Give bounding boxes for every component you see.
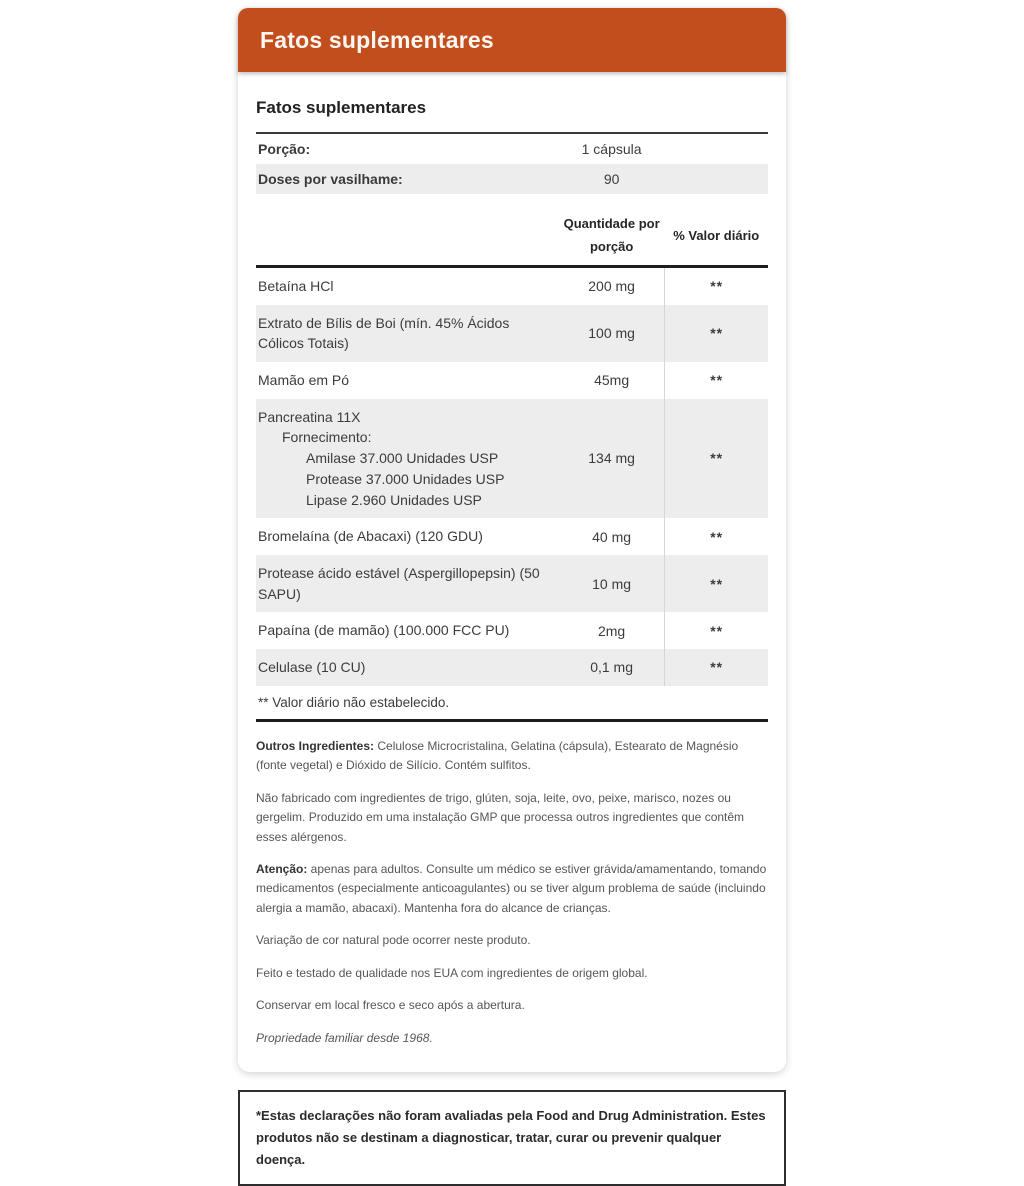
ingredient-daily-value: **: [664, 518, 768, 555]
family-owned-note: Propriedade familiar desde 1968.: [256, 1030, 433, 1045]
fda-disclaimer: *Estas declarações não foram avaliadas pela Food and Drug Administration. Estes produtos não se destinam a diagnosticar, tratar, curar ou prevenir qualquer doença.: [238, 1090, 786, 1186]
ingredient-amount: 200 mg: [588, 278, 635, 295]
supplement-facts-card: [238, 8, 786, 1072]
serving-value: 1 cápsula: [581, 141, 642, 157]
ingredient-name: [256, 399, 559, 519]
serving-label: Porção:: [258, 141, 311, 157]
allergen-note: Não fabricado com ingredientes de trigo, glúten, soja, leite, ovo, peixe, marisco, nozes ou gergelim. Produzido em uma instalação GMP que processa outros ingredientes que contêm esses alérgenos.: [256, 790, 745, 844]
ingredient-row: [256, 268, 768, 305]
ingredient-row: [256, 362, 768, 399]
column-header-amount: Quantidade por porção: [563, 216, 660, 255]
ingredient-name: Mamão em Pó: [258, 371, 350, 388]
footnote-rule: [256, 719, 768, 722]
warning-note: Atenção: apenas para adultos. Consulte um médico se estiver grávida/amamentando, tomando medicamentos (especialmente anticoagulantes) ou se tiver algum problema de saúde (incluindo alergia a mamão, abacaxi). Mantenha fora do alcance de crianças.: [256, 862, 767, 915]
ingredient-subline: Lipase 2.960 Unidades USP: [306, 491, 482, 508]
ingredient-name: Papaína (de mamão) (100.000 FCC PU): [258, 622, 510, 639]
ingredient-daily-value: **: [664, 305, 768, 362]
notes-section: [256, 737, 768, 1048]
ingredient-row: [256, 305, 768, 362]
ingredient-amount: 134 mg: [588, 450, 635, 467]
ingredient-name: Extrato de Bílis de Boi (mín. 45% Ácidos Cólicos Totais): [258, 314, 510, 352]
ingredient-row: [256, 649, 768, 686]
serving-label: Doses por vasilhame:: [258, 171, 403, 187]
serving-row-doses: [256, 164, 768, 194]
supplement-facts-section: [238, 8, 786, 1186]
ingredient-name: Protease ácido estável (Aspergillopepsin) (50 SAPU): [258, 564, 540, 602]
ingredient-amount: 40 mg: [592, 528, 632, 545]
ingredient-row-pancreatina: [256, 399, 768, 519]
serving-row-porcao: [256, 134, 768, 164]
ingredient-row: [256, 555, 768, 612]
ingredient-name-line: Pancreatina 11X: [258, 408, 361, 425]
ingredient-row: [256, 612, 768, 649]
ingredient-amount: 2mg: [597, 622, 626, 639]
ingredient-daily-value: **: [664, 649, 768, 686]
ingredient-daily-value: **: [664, 362, 768, 399]
ingredient-name: Celulase (10 CU): [258, 659, 366, 676]
ingredient-subline: Fornecimento:: [282, 429, 372, 446]
color-variation-note: Variação de cor natural pode ocorrer neste produto.: [256, 933, 531, 948]
ingredient-row: [256, 518, 768, 555]
ingredient-name: Bromelaína (de Abacaxi) (120 GDU): [258, 528, 483, 545]
column-header-daily-value: % Valor diário: [673, 227, 760, 243]
ingredient-daily-value: **: [664, 612, 768, 649]
ingredient-name: Betaína HCl: [258, 277, 334, 294]
daily-value-footnote: ** Valor diário não estabelecido.: [258, 694, 450, 710]
other-ingredients-lead: Outros Ingredientes:: [256, 738, 375, 753]
supplement-facts-body: [238, 72, 786, 1072]
ingredient-daily-value: **: [664, 268, 768, 305]
other-ingredients-note: Outros Ingredientes: Celulose Microcristalina, Gelatina (cápsula), Estearato de Magnésio (fonte vegetal) e Dióxido de Silício. Contém sulfitos.: [256, 738, 739, 773]
banner-title: Fatos suplementares: [260, 26, 494, 53]
ingredient-amount: 0,1 mg: [590, 659, 633, 676]
serving-value: 90: [603, 171, 620, 187]
ingredient-subline: Protease 37.000 Unidades USP: [306, 470, 505, 487]
ingredient-amount: 45mg: [594, 372, 630, 389]
ingredient-daily-value: **: [664, 555, 768, 612]
supplement-facts-banner: [238, 8, 786, 72]
ingredient-daily-value: **: [664, 399, 768, 519]
table-header-row: [256, 204, 768, 265]
ingredient-amount: 10 mg: [592, 575, 632, 592]
warning-lead: Atenção:: [256, 862, 308, 877]
quality-note: Feito e testado de qualidade nos EUA com ingredientes de origem global.: [256, 965, 648, 980]
storage-note: Conservar em local fresco e seco após a abertura.: [256, 998, 525, 1013]
ingredient-subline: Amilase 37.000 Unidades USP: [306, 450, 499, 467]
ingredient-amount: 100 mg: [588, 325, 635, 342]
panel-title: Fatos suplementares: [256, 98, 427, 117]
